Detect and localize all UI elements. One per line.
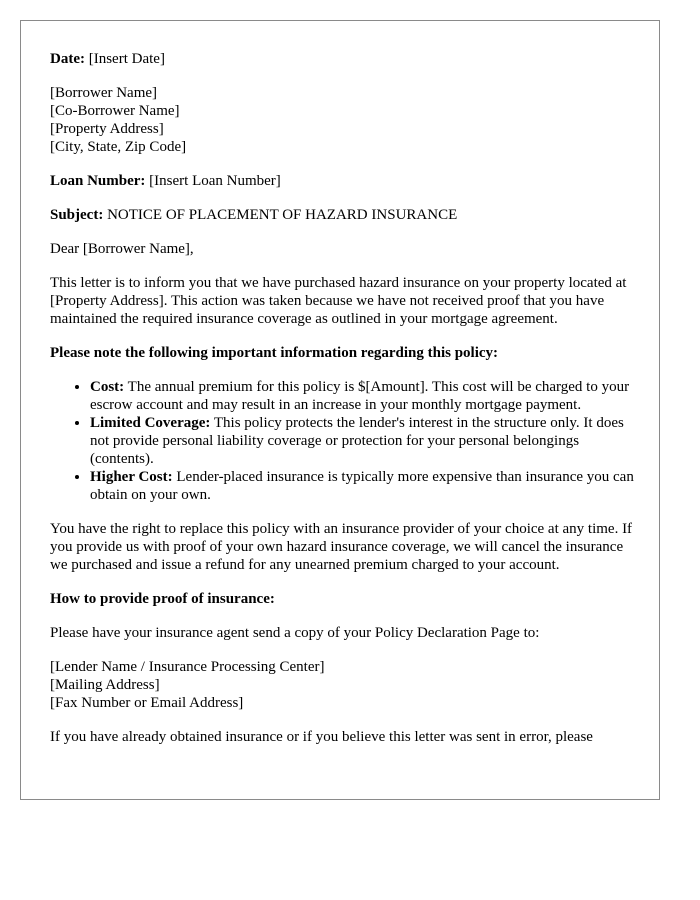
- list-item-higher-cost: [90, 468, 634, 504]
- list-item-limited-coverage: [90, 414, 634, 468]
- notice-heading: [50, 344, 634, 362]
- proof-instruction: Please have your insurance agent send a copy of your Policy Declaration Page to:: [50, 625, 540, 641]
- recipient-address-block: [50, 84, 634, 156]
- date-label: Date:: [50, 51, 85, 67]
- policy-points-list: [50, 378, 634, 504]
- subject-line: [50, 206, 634, 224]
- lender-name: [Lender Name / Insurance Processing Center]: [50, 659, 325, 675]
- loan-number-line: [50, 172, 634, 190]
- co-borrower-name: [Co-Borrower Name]: [50, 103, 180, 119]
- city-state-zip: [City, State, Zip Code]: [50, 139, 187, 155]
- loan-number-label: Loan Number:: [50, 173, 146, 189]
- lender-mailing-address: [Mailing Address]: [50, 677, 160, 693]
- lender-fax-or-email: [Fax Number or Email Address]: [50, 695, 244, 711]
- salutation: Dear [Borrower Name],: [50, 241, 194, 257]
- cost-label: Cost:: [90, 379, 125, 395]
- letter-page: [20, 20, 660, 800]
- proof-heading: [50, 590, 634, 608]
- property-address: [Property Address]: [50, 121, 164, 137]
- loan-number-value: [Insert Loan Number]: [149, 173, 281, 189]
- closing-paragraph: If you have already obtained insurance or if you believe this letter was sent in error, please: [50, 729, 593, 745]
- subject-label: Subject:: [50, 207, 104, 223]
- cost-text: The annual premium for this policy is $[Amount]. This cost will be charged to your escrow account and may result in an increase in your monthly mortgage payment.: [90, 379, 630, 413]
- list-item-cost: [90, 378, 634, 414]
- notice-heading-text: Please note the following important information regarding this policy:: [50, 345, 499, 361]
- date-value: [Insert Date]: [88, 51, 165, 67]
- date-line: [50, 50, 634, 68]
- intro-paragraph: This letter is to inform you that we have purchased hazard insurance on your property located at [Property Address]. This action was taken because we have not received proof that you have maintained the required insurance coverage as outlined in your mortgage agreement.: [50, 275, 627, 327]
- rights-paragraph: You have the right to replace this policy with an insurance provider of your choice at any time. If you provide us with proof of your own hazard insurance coverage, we will cancel the insurance we purchased and issue a refund for any unearned premium charged to your account.: [50, 521, 633, 573]
- higher-cost-label: Higher Cost:: [90, 469, 173, 485]
- higher-cost-text: Lender-placed insurance is typically more expensive than insurance you can obtain on your own.: [90, 469, 634, 503]
- proof-heading-text: How to provide proof of insurance:: [50, 591, 275, 607]
- subject-value: NOTICE OF PLACEMENT OF HAZARD INSURANCE: [107, 207, 458, 223]
- limited-coverage-text: This policy protects the lender's interest in the structure only. It does not provide personal liability coverage or protection for your personal belongings (contents).: [90, 415, 624, 467]
- lender-address-block: [50, 658, 634, 712]
- letter-body: [50, 50, 634, 762]
- limited-coverage-label: Limited Coverage:: [90, 415, 211, 431]
- borrower-name: [Borrower Name]: [50, 85, 158, 101]
